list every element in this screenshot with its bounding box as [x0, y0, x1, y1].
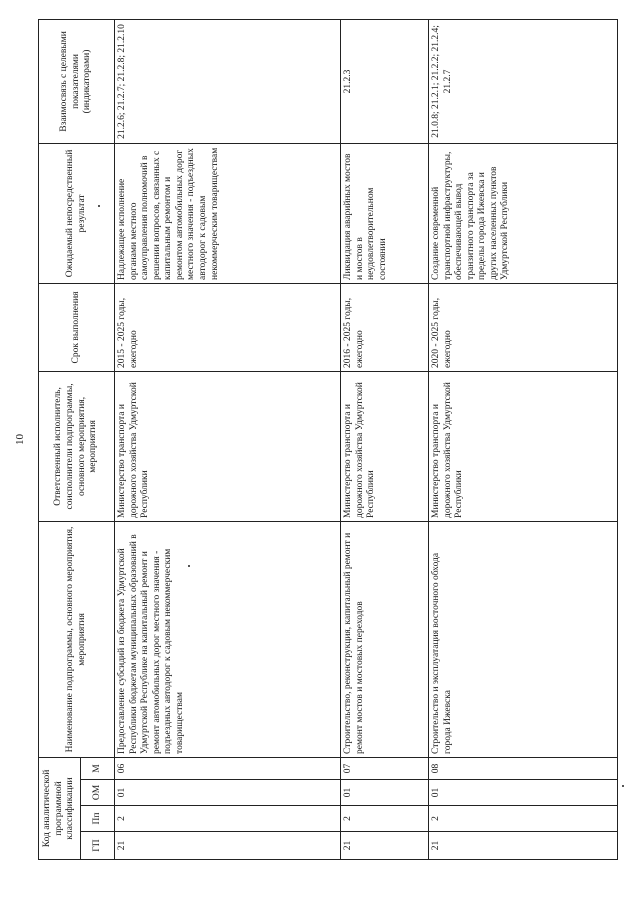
cell-executor: Министерство транспорта и дорожного хозяйства Удмуртской Республики: [115, 371, 341, 521]
table-row: [429, 19, 618, 859]
cell-pp: 2: [115, 806, 341, 832]
cell-executor: Министерство транспорта и дорожного хозяйства Удмуртской Республики: [429, 371, 618, 521]
cell-term: 2016 - 2025 годы, ежегодно: [341, 283, 429, 371]
cell-gp: 21: [115, 832, 341, 860]
header-m: М: [81, 757, 115, 779]
header-om: ОМ: [81, 780, 115, 806]
cell-result: Надлежащее исполнение органами местного самоуправления полномочий в решении вопросов, связанных с капитальным ремонтом и ремонтом автомобильных дорог местного значения - подъездных автодорог к садовым некоммерческим товариществам: [115, 143, 341, 283]
cell-gp: 21: [429, 832, 618, 860]
table-row: [341, 19, 429, 859]
cell-name: Строительство, реконструкция, капитальный ремонт и ремонт мостов и мостовых переходов: [341, 521, 429, 757]
cell-executor: Министерство транспорта и дорожного хозяйства Удмуртской Республики: [341, 371, 429, 521]
header-term: Срок выполнения: [39, 283, 115, 371]
cell-result: Создание современной транспортной инфраструктуры, обеспечивающей вывод транзитного транспорта за пределы города Ижевска и других населенных пунктов Удмуртской Республики: [429, 143, 618, 283]
table-row: [115, 19, 341, 859]
scan-speck: [622, 785, 624, 787]
cell-link: 21.2.3: [341, 19, 429, 143]
cell-om: 01: [341, 780, 429, 806]
cell-name: Строительство и эксплуатация восточного обхода города Ижевска: [429, 521, 618, 757]
cell-m: 08: [429, 757, 618, 779]
cell-term: 2015 - 2025 годы, ежегодно: [115, 283, 341, 371]
header-result: Ожидаемый непосредственный результат: [39, 143, 115, 283]
cell-m: 06: [115, 757, 341, 779]
header-executor: Ответственный исполнитель, соисполнители подпрограммы, основного мероприятия, мероприятия: [39, 371, 115, 521]
cell-result: Ликвидация аварийных мостов и мостов в неудовлетворительном состоянии: [341, 143, 429, 283]
header-pp: Пп: [81, 806, 115, 832]
cell-link: 21.2.6; 21.2.7; 21.2.8; 21.2.10: [115, 19, 341, 143]
rotated-table-wrapper: [38, 20, 618, 860]
header-gp: ГП: [81, 832, 115, 860]
scan-speck: [98, 205, 100, 207]
cell-pp: 2: [341, 806, 429, 832]
header-code-group: Код аналитической программной классификации: [39, 757, 81, 859]
cell-om: 01: [115, 780, 341, 806]
page-number: 10: [14, 434, 26, 445]
cell-term: 2020 - 2025 годы, ежегодно: [429, 283, 618, 371]
header-name: Наименование подпрограммы, основного мероприятия, мероприятия: [39, 521, 115, 757]
cell-gp: 21: [341, 832, 429, 860]
scan-speck: [188, 565, 190, 567]
cell-name: Предоставление субсидий из бюджета Удмуртской Республики бюджетам муниципальных образований в Удмуртской Республике на капитальный ремонт и ремонт автомобильных дорог местного значения - подъездных автодорог к садовым некоммерческим товариществам: [115, 521, 341, 757]
program-table: [38, 19, 618, 860]
cell-link: 21.0.8; 21.2.1; 21.2.2; 21.2.4; 21.2.7: [429, 19, 618, 143]
cell-pp: 2: [429, 806, 618, 832]
cell-m: 07: [341, 757, 429, 779]
header-link: Взаимосвязь с целевыми показателями (индикаторами): [39, 19, 115, 143]
cell-om: 01: [429, 780, 618, 806]
